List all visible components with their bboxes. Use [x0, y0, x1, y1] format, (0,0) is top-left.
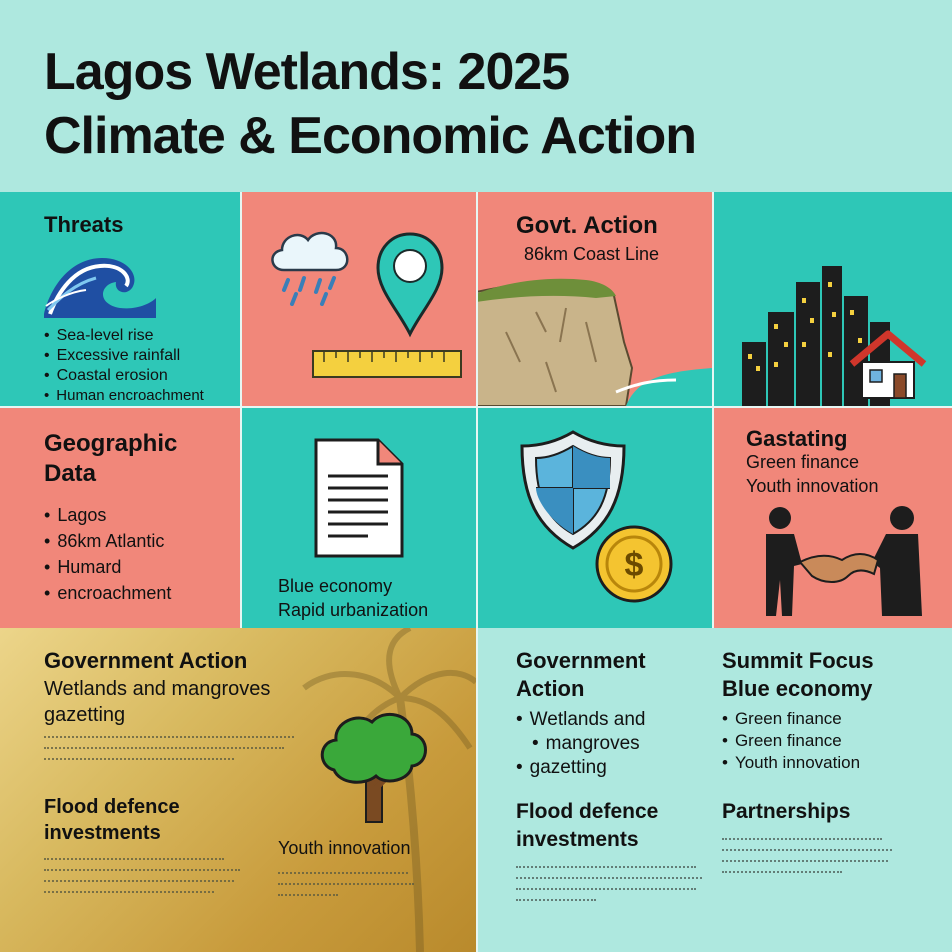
gold-flood-l1: Flood defence	[44, 796, 180, 818]
blurred-text-block	[516, 862, 706, 912]
geo-heading-l1: Geographic	[44, 430, 178, 457]
summit-panel	[476, 628, 952, 952]
ruler-icon	[312, 350, 462, 378]
list-item: • 86km Atlantic	[44, 528, 171, 554]
list-item: • Green finance	[722, 708, 860, 730]
list-item: • Lagos	[44, 502, 171, 528]
title-line-2: Climate & Economic Action	[44, 107, 697, 165]
divider	[0, 406, 952, 408]
mint-gov-l2: Action	[516, 676, 585, 701]
gold-youth: Youth innovation	[278, 838, 411, 858]
blurred-text-block	[44, 732, 304, 772]
svg-text:$: $	[624, 546, 644, 584]
geographic-data-tile	[0, 406, 240, 628]
gastating-line-1: Green finance	[746, 452, 860, 472]
blurred-text-block	[278, 868, 418, 908]
list-item: • encroachment	[44, 580, 171, 606]
threats-bullets	[44, 326, 204, 406]
shield-tile	[476, 406, 712, 628]
gold-sub-l1: Wetlands and mangroves	[44, 678, 271, 700]
summit-sub: Blue economy	[722, 676, 873, 701]
header	[0, 0, 952, 192]
govt-action-tile	[476, 192, 712, 406]
list-item: • Wetlands and	[516, 708, 646, 732]
threats-tile	[0, 192, 240, 406]
divider	[712, 192, 714, 628]
geo-bullets	[44, 502, 171, 606]
document-tile	[240, 406, 476, 628]
doc-line-1: Blue economy	[278, 576, 393, 596]
mint-gov-l1: Government	[516, 648, 646, 673]
handshake-icon	[752, 504, 932, 620]
list-item: • Green finance	[722, 730, 860, 752]
city-tile	[712, 192, 952, 406]
summit-heading: Summit Focus	[722, 648, 874, 673]
mint-gov-bullets	[516, 708, 646, 780]
list-item: • Human encroachment	[44, 386, 204, 406]
list-item: • Humard	[44, 554, 171, 580]
list-item: • Sea-level rise	[44, 326, 204, 346]
government-action-panel	[0, 628, 476, 952]
partnerships-heading: Partnerships	[722, 800, 851, 823]
gastating-line-2: Youth innovation	[746, 476, 879, 496]
divider	[476, 192, 478, 952]
list-item: • gazetting	[516, 756, 646, 780]
rain-cloud-icon	[264, 220, 356, 306]
list-item: • Coastal erosion	[44, 366, 204, 386]
location-pin-icon	[374, 230, 446, 338]
blurred-text-block	[44, 852, 244, 912]
page-title	[44, 40, 924, 168]
mint-flood-l2: investments	[516, 828, 639, 851]
gastating-heading: Gastating	[746, 426, 848, 451]
dollar-coin-icon	[594, 524, 674, 604]
gold-flood-l2: investments	[44, 822, 161, 844]
tree-icon	[314, 706, 434, 824]
gastating-tile	[712, 406, 952, 628]
list-item: • Excessive rainfall	[44, 346, 204, 366]
mint-flood-l1: Flood defence	[516, 800, 659, 823]
doc-line-2: Rapid urbanization	[278, 600, 429, 620]
threats-heading: Threats	[44, 212, 124, 237]
wave-icon	[40, 248, 160, 320]
cliff-icon	[476, 272, 712, 406]
geo-heading-l2: Data	[44, 460, 97, 487]
gold-sub-l2: gazetting	[44, 704, 126, 726]
coast-line-label: 86km Coast Line	[524, 244, 660, 264]
house-icon	[848, 330, 928, 400]
document-icon	[312, 436, 406, 560]
blurred-text-block	[722, 834, 902, 884]
list-item-continued: • mangroves	[516, 732, 646, 756]
list-item: • Youth innovation	[722, 752, 860, 774]
summit-bullets	[722, 708, 860, 774]
title-line-1: Lagos Wetlands: 2025	[44, 43, 570, 101]
divider	[240, 192, 242, 628]
govt-action-heading: Govt. Action	[516, 212, 658, 239]
gold-heading: Government Action	[44, 648, 248, 673]
rain-location-tile	[240, 192, 476, 406]
